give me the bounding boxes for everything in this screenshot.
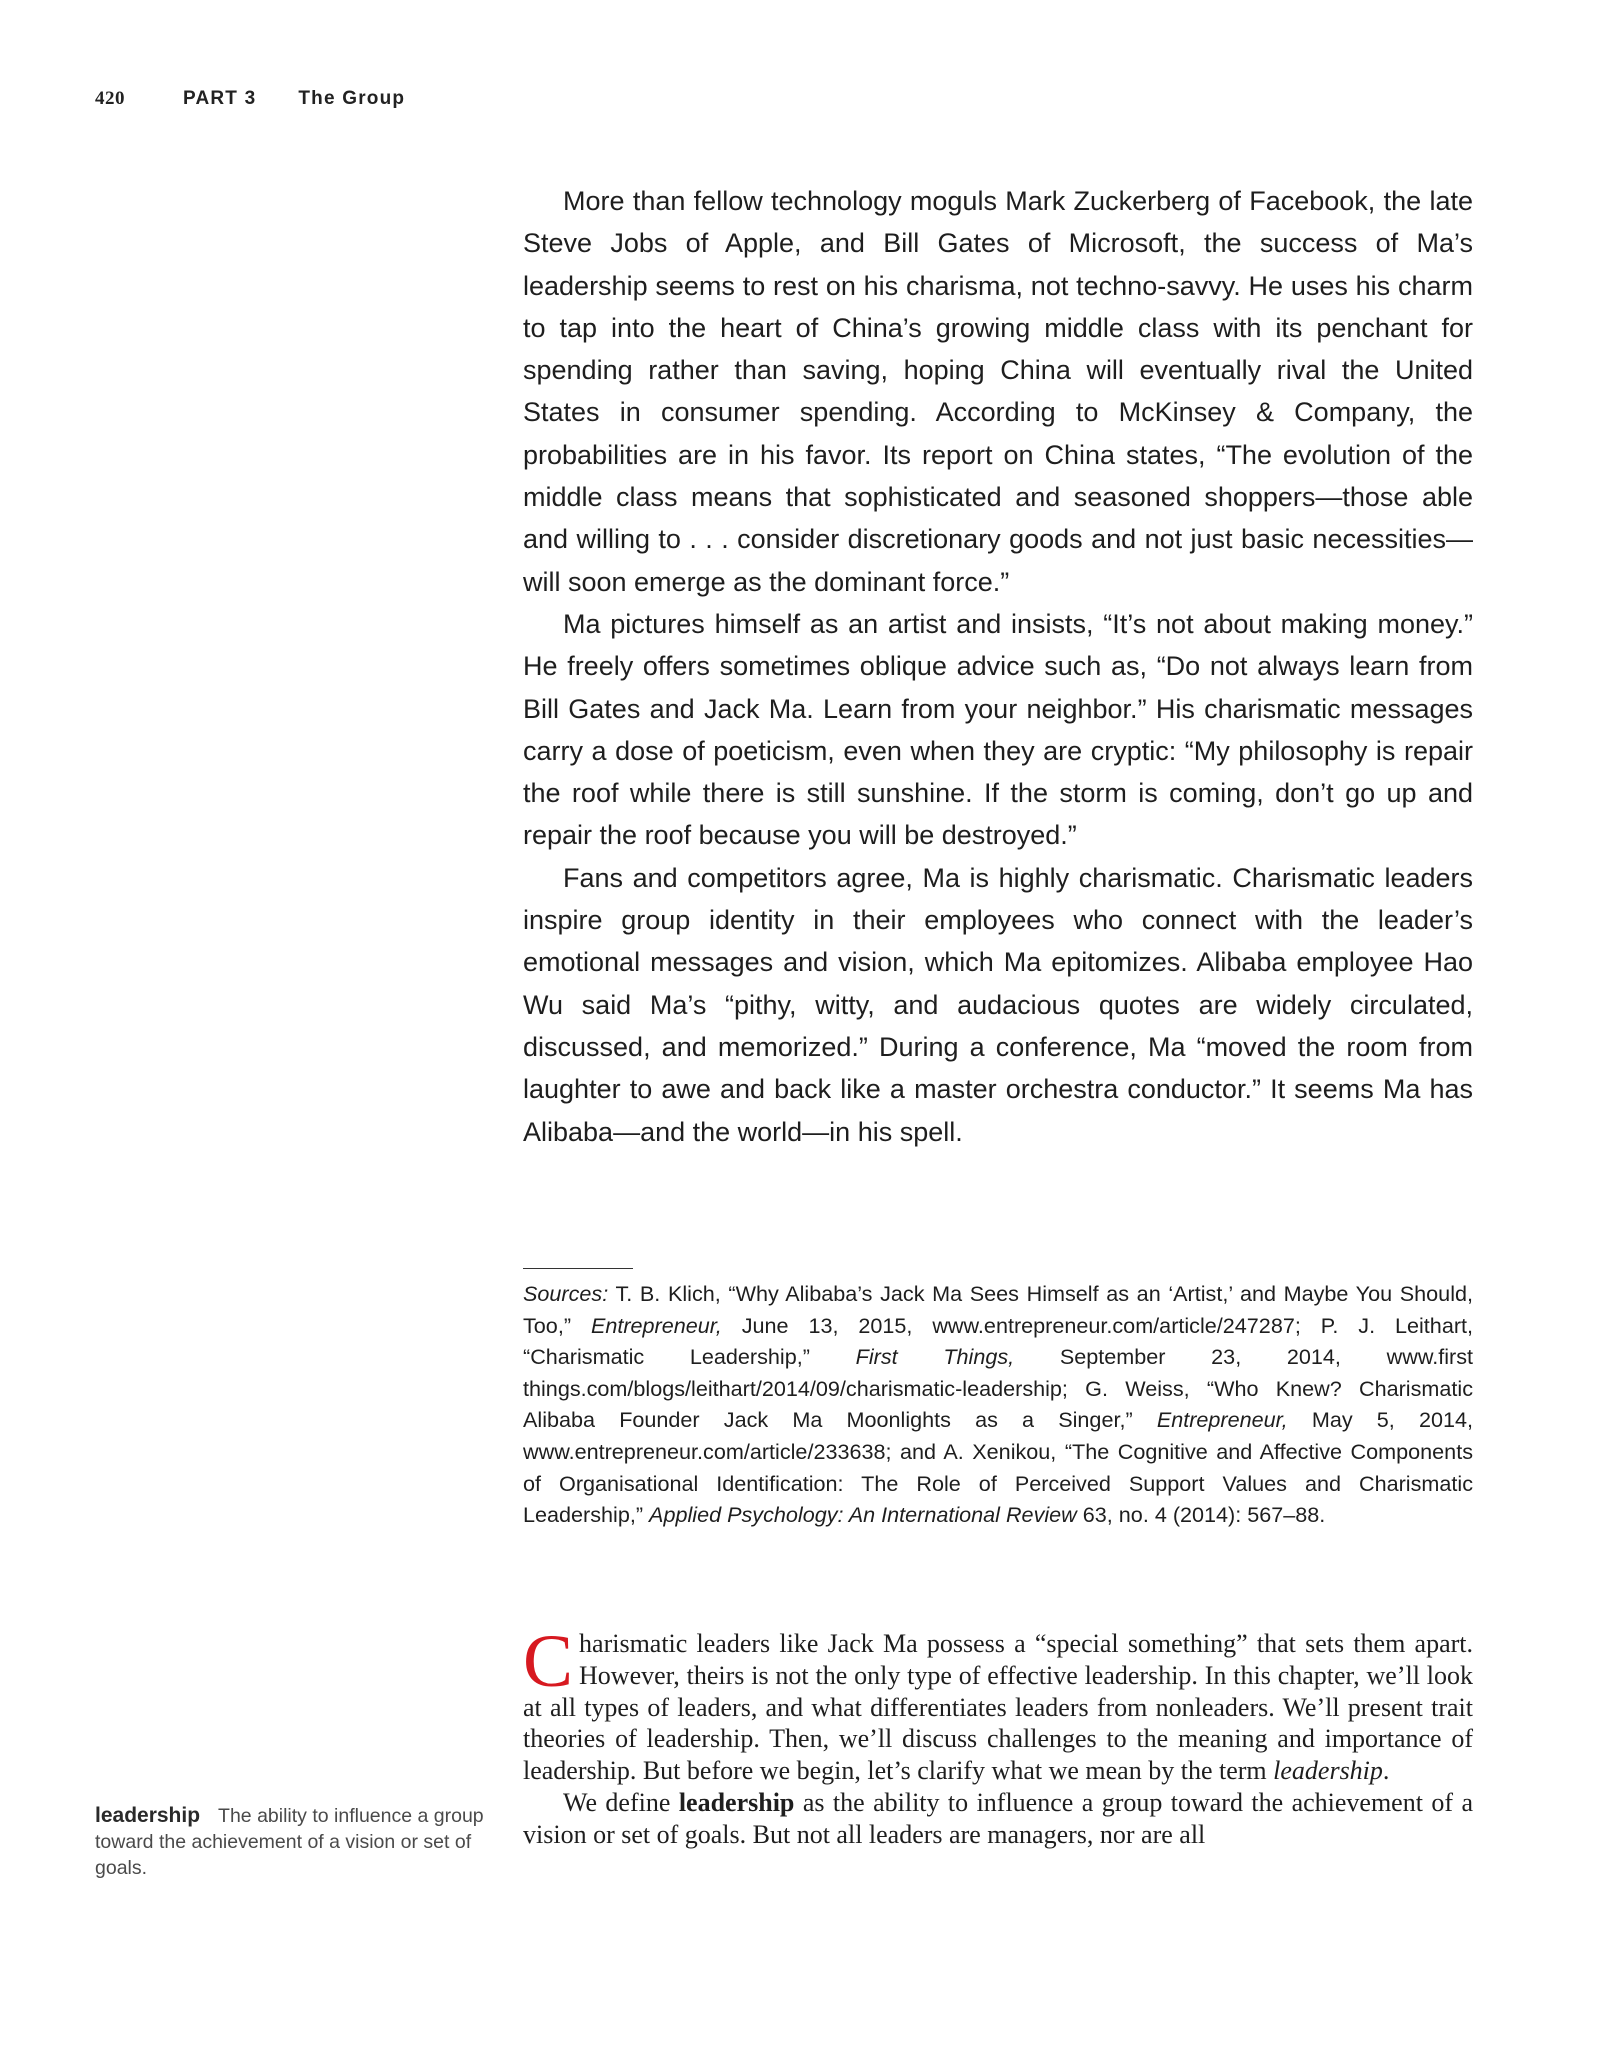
case-paragraph: More than fellow technology moguls Mark Zuckerberg of Facebook, the late Steve Jobs of Apple, and Bill Gates of Microsoft, the success of Ma’s leadership seems to rest on his charisma, not techno-savvy. He uses his charm to tap into the heart of China’s growing middle class with its penchant for spending rather than saving, hoping China will eventually rival the United States in consumer spending. According to McKinsey & Company, the probabilities are in his favor. Its report on China states, “The evolution of the middle class means that sophisticated and seasoned shoppers—those able and willing to . . . consider discretionary goods and not just basic necessities—will soon emerge as the dominant force.”: [523, 186, 1473, 597]
leadership-term-italic: leadership: [1273, 1756, 1383, 1786]
definition-paragraph: We define leadership as the ability to influence a group toward the achievement of a vision or set of goals. But not all leaders are managers, nor are all: [523, 1787, 1473, 1849]
margin-term: leadership: [95, 1804, 201, 1827]
part-label: PART 3: [183, 88, 257, 109]
sources-divider: [523, 1268, 633, 1269]
case-paragraph: Ma pictures himself as an artist and insists, “It’s not about making money.” He freely offers sometimes oblique advice such as, “Do not always learn from Bill Gates and Jack Ma. Learn from your neighbor.” His charismatic messages carry a dose of poeticism, even when they are cryptic: “My philosophy is repair the roof while there is still sunshine. If the storm is coming, don’t go up and repair the roof because you will be destroyed.”: [523, 608, 1473, 851]
key-term: leadership: [678, 1787, 795, 1817]
drop-cap: C: [523, 1620, 574, 1703]
margin-definition-text: The ability to influence a group toward the achievement of a vision or set of goals.: [95, 1805, 484, 1879]
page-number: 420: [95, 88, 125, 109]
chapter-body-text: [523, 1620, 1473, 1851]
running-head: [95, 88, 405, 110]
intro-paragraph: Charismatic leaders like Jack Ma possess a “special something” that sets them apart. However, theirs is not the only type of effective leadership. In this chapter, we’ll look at all types of leaders, and what differentiates leaders from nonleaders. We’ll present trait theories of leadership. Then, we’ll discuss challenges to the meaning and importance of leadership. But before we begin, let’s clarify what we mean by the term leadership.: [523, 1620, 1473, 1786]
sources-note: Sources: T. B. Klich, “Why Alibaba’s Jack Ma Sees Himself as an ‘Artist,’ and Maybe You Should, Too,” Entrepreneur, June 13, 2015, www.entrepreneur.com/article/247287; P. J. Leithart, “Charismatic Leadership,” First Things, September 23, 2014, www.first things.com/blogs/leithart/2014/09/charismatic-leadership; G. Weiss, “Who Knew? Charismatic Alibaba Founder Jack Ma Moonlights as a Singer,” Entrepreneur, May 5, 2014, www.entrepreneur.com/article/233638; and A. Xenikou, “The Cognitive and Affective Components of Organisational Identification: The Role of Perceived Support Values and Charismatic Leadership,” Applied Psychology: An International Review 63, no. 4 (2014): 567–88.: [523, 1281, 1474, 1528]
part-title: The Group: [298, 88, 406, 109]
case-paragraph: Fans and competitors agree, Ma is highly charismatic. Charismatic leaders inspire group identity in their employees who connect with the leader’s emotional messages and vision, which Ma epitomizes. Alibaba employee Hao Wu said Ma’s “pithy, witty, and audacious quotes are widely circulated, discussed, and memorized.” During a conference, Ma “moved the room from laughter to awe and back like a master orchestra conductor.” It seems Ma has Alibaba—and the world—in his spell.: [523, 862, 1473, 1147]
sources-label: Sources:: [523, 1281, 609, 1306]
case-study-text: [523, 180, 1473, 1153]
margin-definition: [95, 1803, 495, 1881]
